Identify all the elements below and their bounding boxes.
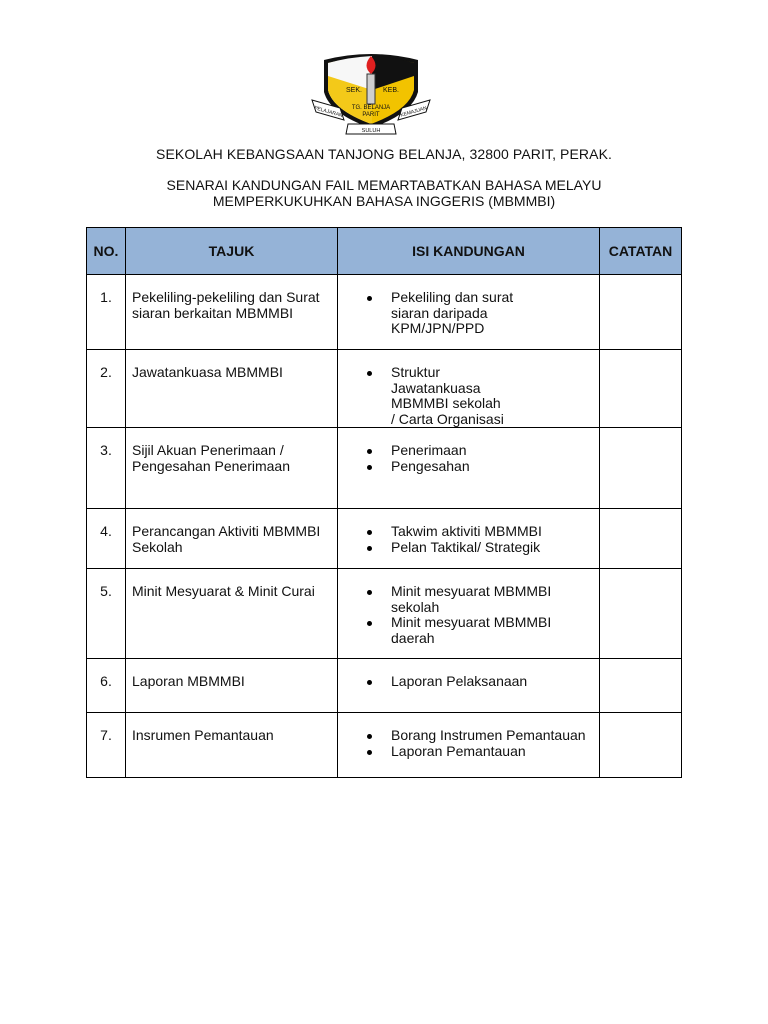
row-number: 1. bbox=[87, 275, 126, 350]
row-number: 6. bbox=[87, 659, 126, 713]
logo-text-keb: KEB. bbox=[383, 87, 399, 94]
school-crest-icon bbox=[310, 46, 432, 138]
row-catatan bbox=[600, 659, 682, 713]
row-number: 2. bbox=[87, 350, 126, 428]
logo-text-sek: SEK. bbox=[346, 87, 362, 94]
row-isi-kandungan bbox=[338, 350, 600, 428]
row-tajuk: Sijil Akuan Penerimaan / Pengesahan Penerimaan bbox=[126, 428, 338, 509]
list-item: Takwim aktiviti MBMMBI bbox=[391, 524, 595, 540]
list-item: Borang Instrumen Pemantauan bbox=[391, 728, 595, 744]
table-row bbox=[87, 713, 682, 778]
list-item: Minit mesyuarat MBMMBI sekolah bbox=[391, 584, 595, 615]
list-item: Pelan Taktikal/ Strategik bbox=[391, 540, 595, 556]
list-item: Laporan Pemantauan bbox=[391, 744, 595, 760]
school-name-line: SEKOLAH KEBANGSAAN TANJONG BELANJA, 32800 PARIT, PERAK. bbox=[156, 146, 612, 162]
row-number: 5. bbox=[87, 569, 126, 659]
logo-ribbon-right: KEMAJUAN bbox=[399, 105, 428, 119]
column-header-isi-kandungan: ISI KANDUNGAN bbox=[338, 228, 600, 275]
list-item: Struktur Jawatankuasa MBMMBI sekolah / Carta Organisasi bbox=[391, 365, 595, 427]
table-row bbox=[87, 350, 682, 428]
table-row bbox=[87, 428, 682, 509]
row-isi-kandungan bbox=[338, 428, 600, 509]
table-row bbox=[87, 275, 682, 350]
row-catatan bbox=[600, 428, 682, 509]
row-tajuk: Perancangan Aktiviti MBMMBI Sekolah bbox=[126, 509, 338, 569]
row-number: 7. bbox=[87, 713, 126, 778]
row-isi-kandungan bbox=[338, 569, 600, 659]
row-catatan bbox=[600, 713, 682, 778]
logo-text-parit: PARIT bbox=[362, 112, 380, 118]
list-item: Minit mesyuarat MBMMBI daerah bbox=[391, 615, 595, 646]
row-tajuk: Pekeliling-pekeliling dan Surat siaran berkaitan MBMMBI bbox=[126, 275, 338, 350]
row-number: 4. bbox=[87, 509, 126, 569]
row-catatan bbox=[600, 275, 682, 350]
row-tajuk: Insrumen Pemantauan bbox=[126, 713, 338, 778]
row-isi-kandungan bbox=[338, 659, 600, 713]
logo-text-tg-belanja: TG. BELANJA bbox=[351, 105, 391, 111]
list-item: Laporan Pelaksanaan bbox=[391, 674, 595, 690]
document-title-line-2: MEMPERKUKUHKAN BAHASA INGGERIS (MBMMBI) bbox=[212, 193, 556, 209]
row-isi-kandungan bbox=[338, 509, 600, 569]
school-logo bbox=[310, 46, 432, 138]
row-isi-kandungan bbox=[338, 713, 600, 778]
row-tajuk: Minit Mesyuarat & Minit Curai bbox=[126, 569, 338, 659]
list-item: Penerimaan bbox=[391, 443, 595, 459]
table-row bbox=[87, 509, 682, 569]
row-tajuk: Laporan MBMMBI bbox=[126, 659, 338, 713]
row-tajuk: Jawatankuasa MBMMBI bbox=[126, 350, 338, 428]
document-title bbox=[0, 177, 768, 209]
row-catatan bbox=[600, 350, 682, 428]
row-number: 3. bbox=[87, 428, 126, 509]
list-item: Pekeliling dan surat siaran daripada KPM/JPN/PPD bbox=[391, 290, 595, 337]
list-item: Pengesahan bbox=[391, 459, 595, 475]
contents-table bbox=[86, 227, 682, 778]
logo-ribbon-center: SULUH bbox=[361, 128, 381, 134]
logo-ribbon-left: PELAJARAN bbox=[313, 105, 344, 119]
column-header-tajuk: TAJUK bbox=[126, 228, 338, 275]
table-header-row bbox=[87, 228, 682, 275]
table-row bbox=[87, 569, 682, 659]
table-row bbox=[87, 659, 682, 713]
column-header-no: NO. bbox=[87, 228, 126, 275]
row-isi-kandungan bbox=[338, 275, 600, 350]
column-header-catatan: CATATAN bbox=[600, 228, 682, 275]
row-catatan bbox=[600, 569, 682, 659]
row-catatan bbox=[600, 509, 682, 569]
document-title-line-1: SENARAI KANDUNGAN FAIL MEMARTABATKAN BAHASA MELAYU bbox=[166, 177, 602, 193]
